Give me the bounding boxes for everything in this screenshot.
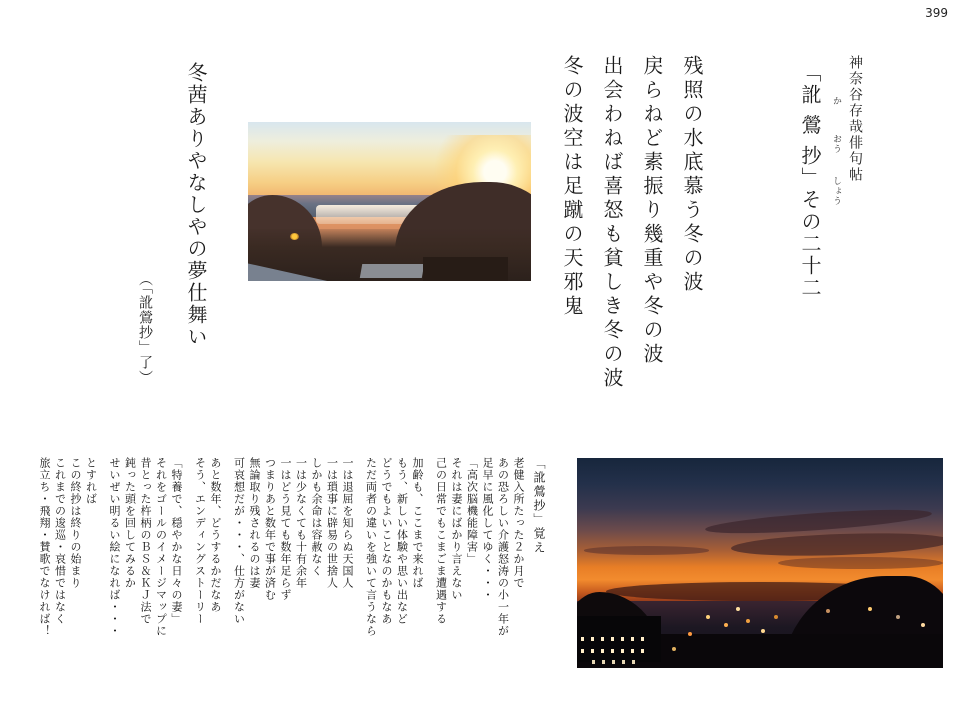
commentary-line: これまでの逡巡・哀惜ではなく [53, 457, 67, 625]
twilight-photo-bottom [577, 458, 943, 668]
commentary-line: 一は退屈を知らぬ天国人 [341, 457, 354, 589]
commentary-line: とすれば [84, 457, 98, 505]
commentary-line: 一は少なくても十有余年 [294, 457, 308, 589]
scattered-city-lights [577, 458, 579, 460]
cloud-streak [584, 546, 708, 554]
roof-shape [423, 257, 508, 281]
furigana-shou: しょう [831, 176, 841, 206]
commentary-line: あの恐ろしい介護怒涛の小一年が [496, 457, 510, 637]
closing-note: （「訛鶯抄」了） [137, 272, 153, 385]
commentary-line: そう、エンディングストーリー [193, 457, 207, 625]
commentary-title: 「訛鶯抄」覚え [532, 457, 546, 555]
commentary-line: どうでもよいことなのかもなあ [380, 457, 393, 625]
commentary-line: 鈍った頭を回してみるか [123, 457, 137, 589]
page-number: 399 [925, 6, 948, 20]
furigana-ka: か [831, 96, 841, 106]
lit-window-row [592, 660, 640, 664]
commentary-line: 昔とった杵柄のＢＳ＆ＫＪ法で [139, 457, 152, 625]
commentary-line: せいぜい明るい絵になれば・・・ [108, 457, 121, 637]
haiku-column: 残照の水底慕う冬の波 [680, 55, 704, 295]
notebook-title: 神奈谷存哉俳句帖 [847, 55, 863, 183]
commentary-line: それをゴールのイメージマップに [154, 457, 168, 637]
haiku-column: 冬の波空は足蹴の天邪鬼 [560, 55, 584, 319]
haiku-column: 戻らねど素振り幾重や冬の波 [640, 55, 664, 367]
haiku-column-group [552, 55, 712, 405]
haiku-column-left: 冬茜ありやなしやの夢仕舞い [184, 62, 208, 348]
commentary-line: 旅立ち・飛翔・賛歌でなければ！ [38, 457, 51, 637]
commentary-line: 一はどう見ても数年足らず [279, 457, 292, 601]
commentary-line: あと数年、どうするかだなあ [209, 457, 222, 613]
volume-title: 「訛 鶯 抄」その二十二 [798, 62, 822, 299]
commentary-line: もう、新しい体験や思い出など [395, 457, 409, 625]
commentary-line: 足早に風化してゆく・・・ [481, 457, 494, 601]
commentary-line: 老健入所たった２か月で [512, 457, 525, 589]
commentary-line: 一は瑣事に辟易の世捨人 [325, 457, 339, 589]
commentary-line: それは妻にばかり言えない [450, 457, 463, 601]
roof-shape [360, 264, 425, 278]
commentary-line: 可哀想だが・・・、仕方がない [232, 457, 246, 625]
furigana-ou: おう [831, 134, 841, 154]
lit-window-row [581, 649, 647, 653]
commentary-line: 己の日常でもこまごま遭遇する [434, 457, 448, 625]
commentary-line: 「特養で、穏やかな日々の妻」 [170, 457, 183, 625]
commentary-line: しかも余命は容赦なく [310, 457, 323, 577]
commentary-block [30, 457, 552, 675]
commentary-line: 無論取り残されるのは妻 [248, 457, 261, 589]
commentary-line: 加齢も、ここまで来れば [411, 457, 424, 589]
commentary-line: 「高次脳機能障害」 [465, 457, 479, 565]
commentary-line: つまりあと数年で事が済む [263, 457, 277, 601]
commentary-line: ただ両者の違いを強いて言うなら [364, 457, 378, 637]
haiku-column: 出会わねば喜怒も貧しき冬の波 [600, 55, 624, 391]
lit-window-row [581, 637, 647, 641]
commentary-line: この終抄は終りの始まり [69, 457, 82, 589]
sunset-photo-top [248, 122, 531, 281]
